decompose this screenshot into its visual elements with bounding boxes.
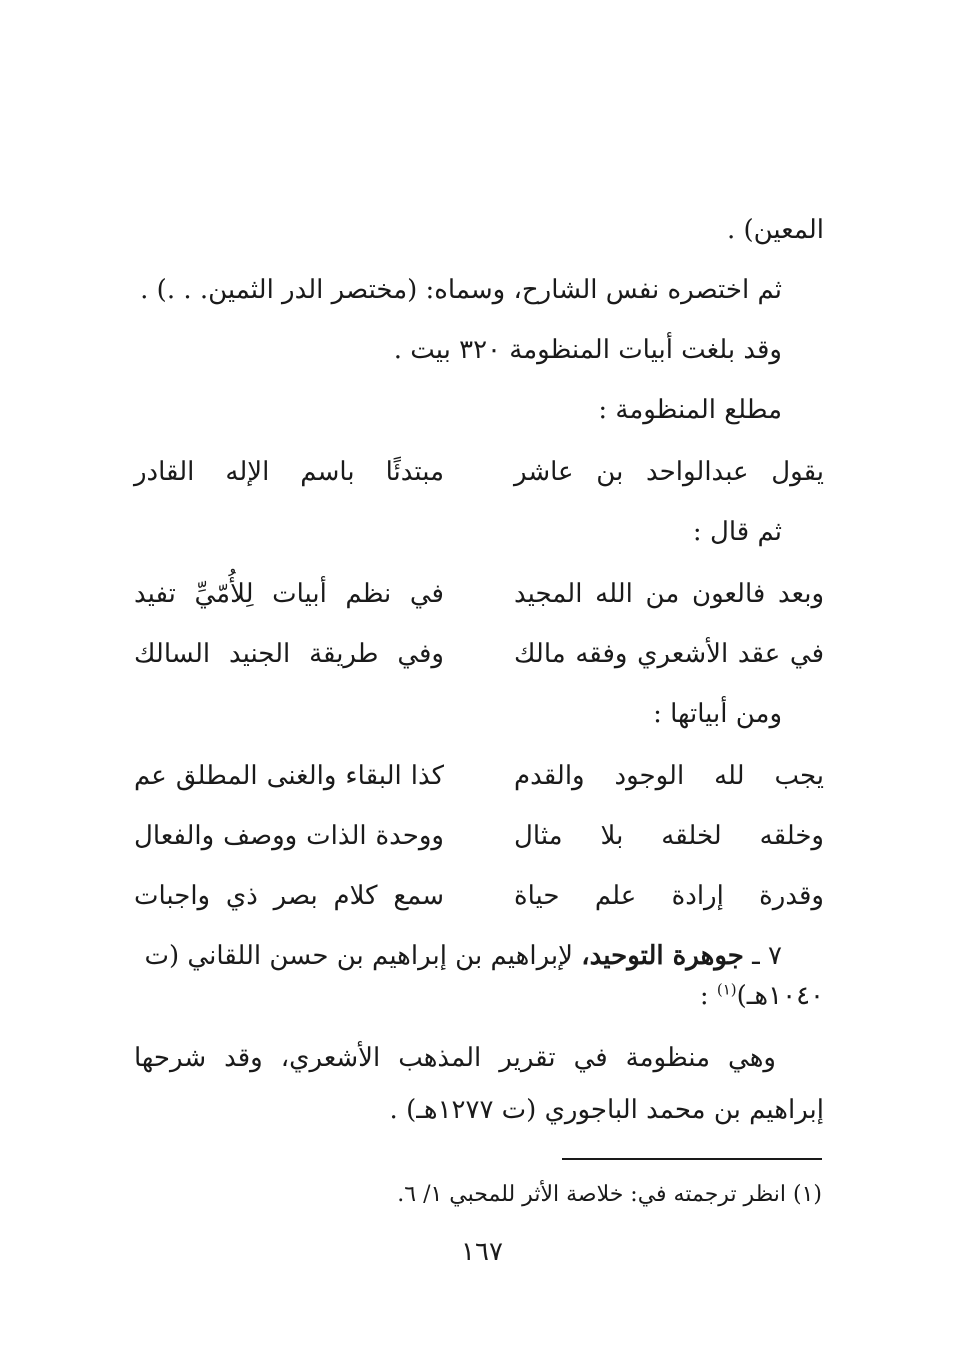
verse-first-hemistich: وقدرة إرادة علم حياة bbox=[514, 881, 824, 911]
heading-colon: : bbox=[699, 981, 717, 1011]
verse-second-hemistich: ووحدة الذات ووصف والفعال bbox=[134, 821, 444, 851]
death-date: ١٠٤٠هـ) bbox=[736, 981, 824, 1011]
section-number: ٧ ـ bbox=[752, 941, 782, 971]
verse-second-hemistich: في نظم أبيات لِلأُمّيِّ تفيد bbox=[134, 579, 444, 609]
verse-first-hemistich: وخلقه لخلقه بلا مثال bbox=[514, 821, 824, 851]
section-description: لإبراهيم بن إبراهيم بن حسن اللقاني (ت bbox=[144, 941, 573, 971]
footnote-reference: (١) bbox=[716, 980, 737, 999]
page-number: ١٦٧ bbox=[461, 1237, 503, 1267]
paragraph-line: مطلع المنظومة : bbox=[598, 395, 782, 425]
verse-line bbox=[134, 450, 824, 494]
section-heading bbox=[134, 936, 782, 976]
section-heading-continuation bbox=[134, 976, 824, 1016]
footnote-marker: (١) bbox=[792, 1182, 822, 1207]
verse-line bbox=[134, 874, 824, 918]
footnote-text: انظر ترجمته في: خلاصة الأثر للمحبي ١/ ٦. bbox=[397, 1182, 786, 1207]
paragraph-line: ثم اختصره نفس الشارح، وسماه: (مختصر الدر الثمين. . .) . bbox=[140, 275, 782, 305]
section-label: ومن أبياتها : bbox=[653, 699, 782, 729]
paragraph-line: المعين) . bbox=[726, 215, 824, 245]
section-title: جوهرة التوحيد، bbox=[581, 941, 744, 971]
verse-line bbox=[134, 572, 824, 616]
verse-first-hemistich: يجب لله الوجود والقدم bbox=[514, 761, 824, 791]
section-label: ثم قال : bbox=[692, 517, 782, 547]
verse-second-hemistich: سمع كلام بصر ذي واجبات bbox=[134, 881, 444, 911]
footnote bbox=[132, 1178, 822, 1212]
verse-second-hemistich: وفي طريقة الجنيد السالك bbox=[134, 639, 444, 669]
verse-second-hemistich: مبتدئًا باسم الإله القادر bbox=[134, 457, 444, 487]
verse-second-hemistich: كذا البقاء والغنى المطلق عم bbox=[134, 761, 444, 791]
verse-first-hemistich: يقول عبدالواحد بن عاشر bbox=[514, 457, 824, 487]
verse-first-hemistich: وبعد فالعون من الله المجيد bbox=[514, 579, 824, 609]
verse-line bbox=[134, 754, 824, 798]
paragraph-line: وقد بلغت أبيات المنظومة ٣٢٠ بيت . bbox=[393, 335, 782, 365]
body-paragraph: وهي منظومة في تقرير المذهب الأشعري، وقد شرحها إبراهيم بن محمد الباجوري (ت ١٢٧٧هـ) . bbox=[134, 1043, 824, 1125]
footnote-divider bbox=[562, 1158, 822, 1160]
verse-first-hemistich: في عقد الأشعري وفقه مالك bbox=[514, 639, 824, 669]
verse-line bbox=[134, 814, 824, 858]
verse-line bbox=[134, 632, 824, 676]
